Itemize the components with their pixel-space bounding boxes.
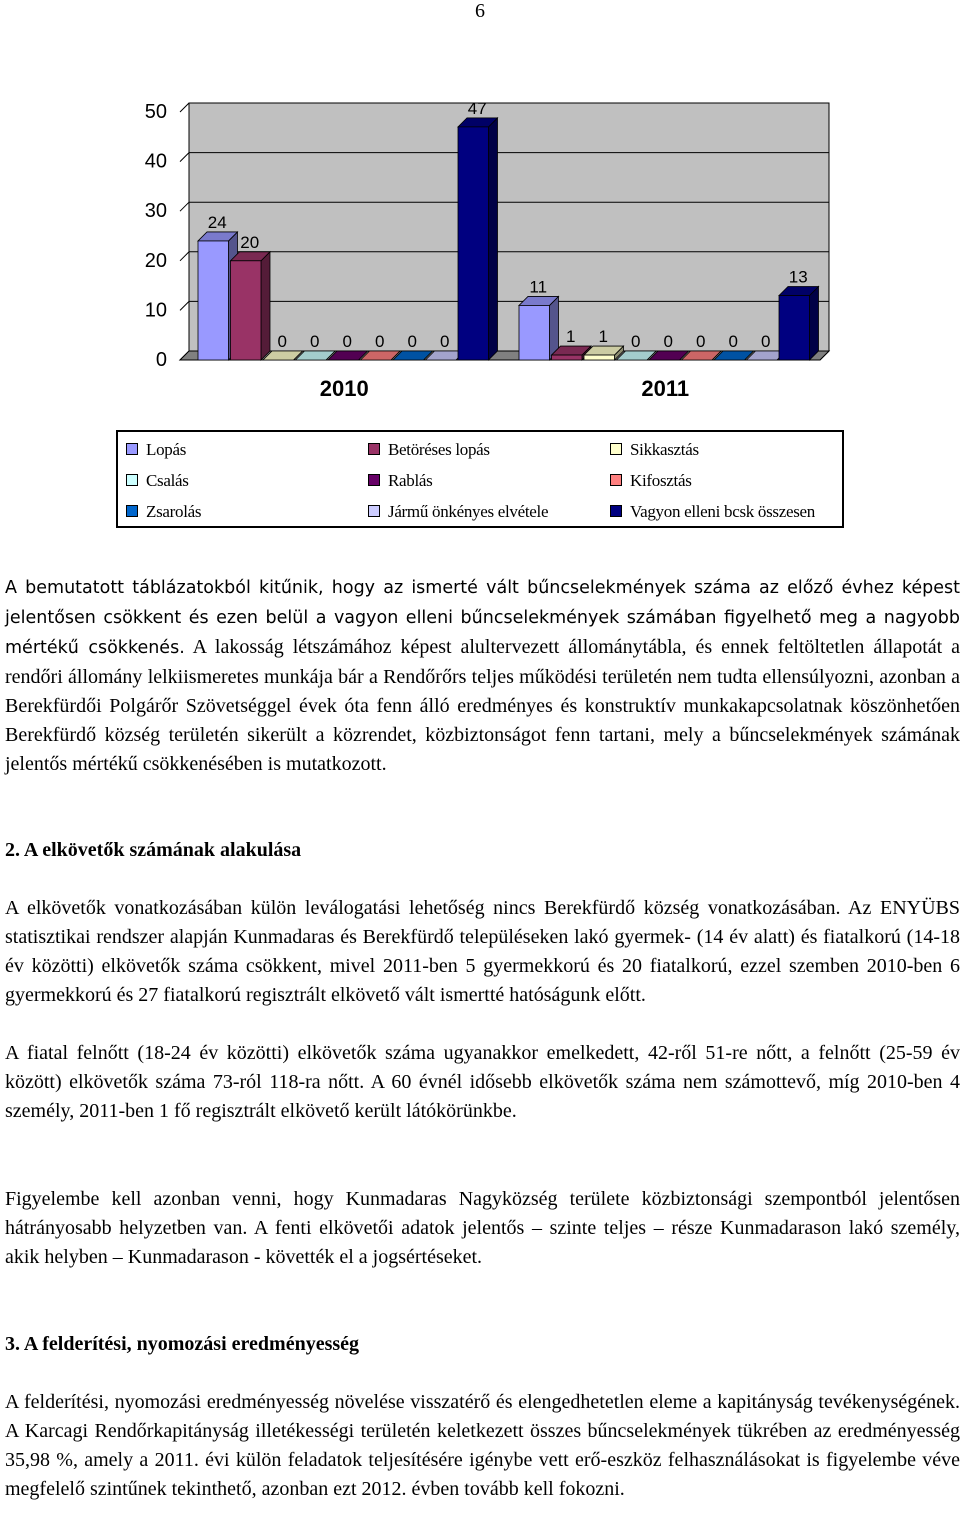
y-tick-label: 40 bbox=[144, 150, 167, 173]
data-label: 0 bbox=[342, 332, 352, 351]
bar bbox=[231, 252, 271, 360]
legend-label: Kifosztás bbox=[630, 471, 692, 490]
legend-label: Betöréses lopás bbox=[388, 440, 490, 459]
bar-face bbox=[584, 355, 615, 360]
data-label: 11 bbox=[529, 277, 548, 297]
x-category-label: 2010 bbox=[319, 376, 369, 401]
y-tick-label: 30 bbox=[144, 200, 167, 223]
data-label: 24 bbox=[207, 212, 227, 232]
legend-swatch bbox=[610, 505, 622, 517]
data-label: 0 bbox=[407, 332, 417, 351]
bar-face bbox=[810, 287, 819, 360]
page-number: 6 bbox=[475, 0, 485, 22]
bar-face bbox=[552, 355, 583, 360]
legend-swatch bbox=[368, 474, 380, 486]
bar bbox=[519, 296, 559, 360]
data-label: 0 bbox=[440, 332, 450, 351]
legend-swatch bbox=[126, 474, 138, 486]
legend-item bbox=[126, 502, 201, 522]
legend-label: Sikkasztás bbox=[630, 440, 699, 459]
y-tick-label: 50 bbox=[144, 101, 167, 123]
paragraph-summary-rest: A lakosság létszámához képest alultervezett állománytábla, és ennek feltöltetlen állapotát a rendőri állomány lelkiismeretes munkája bár a Rendőrőrs teljes működési területén nem tudta ellensúlyozni, azonban a Berekfürdői Polgárőr Szövetséggel évek óta fenn álló eredményes és konstruktív munkakapcsolatnak köszönhetően Berekfürdő község területén sikerült a közrendet, közbiztonságot fenn tartani, mely a bűncselekmények számának jelentős mértékű csökkenésében is mutatkozott. bbox=[5, 636, 960, 775]
data-label: 20 bbox=[240, 232, 260, 252]
y-tick-label: 10 bbox=[144, 299, 167, 322]
paragraph-summary bbox=[5, 573, 960, 779]
bar bbox=[458, 118, 498, 360]
legend-item bbox=[610, 471, 692, 491]
legend-swatch bbox=[610, 443, 622, 455]
data-label: 0 bbox=[728, 332, 738, 351]
legend-swatch bbox=[368, 443, 380, 455]
section-heading-2: 2. A elkövetők számának alakulása bbox=[5, 839, 302, 861]
data-label: 1 bbox=[598, 327, 608, 347]
legend-swatch bbox=[126, 443, 138, 455]
bar bbox=[779, 287, 819, 360]
y-tick-label: 20 bbox=[144, 249, 167, 272]
paragraph-summary-lead: A bemutatott táblázatokból kitűnik, hogy az ismerté vált bűncselekmények száma az előző évhez képest jelentősen csökkent és ezen belül a vagyon elleni bűncselekmények számában figyelhető meg a nagyobb mértékű csökkenés. bbox=[5, 578, 960, 658]
bar-face bbox=[261, 252, 270, 360]
legend-item bbox=[126, 440, 186, 460]
bar-face bbox=[458, 127, 489, 360]
data-label: 13 bbox=[788, 267, 808, 287]
x-category-label: 2011 bbox=[641, 376, 690, 401]
bar-face bbox=[198, 241, 229, 360]
legend-item bbox=[368, 502, 548, 522]
bar-face bbox=[489, 118, 498, 360]
plot-area bbox=[180, 103, 829, 360]
data-label: 47 bbox=[467, 98, 487, 118]
paragraph-detection: A felderítési, nyomozási eredményesség növelése visszatérő és elengedhetetlen eleme a kapitányság tevékenységének. A Karcagi Rendőrkapitányság illetékességi területén keletkezett összes bűncselekmények tükrében az eredményesség 35,98 %, amely a 2011. évi külön feladatok teljesítésére igénybe vett erő-eszköz felhasználásokat is figyelembe véve megfelelő szintűnek tekinthető, azonban ezt 2012. évben tovább kell fokozni. bbox=[5, 1391, 960, 1500]
legend-item bbox=[368, 440, 490, 460]
legend-item bbox=[126, 471, 189, 491]
data-label: 0 bbox=[310, 332, 320, 351]
data-label: 0 bbox=[663, 332, 673, 351]
legend-item bbox=[610, 502, 815, 522]
bar-face bbox=[231, 261, 262, 360]
legend-label: Vagyon elleni bcsk összesen bbox=[630, 502, 815, 521]
legend-swatch bbox=[368, 505, 380, 517]
paragraph-offenders: A elkövetők vonatkozásában külön leválogatási lehetőség nincs Berekfürdő község vonatkozásában. Az ENYÜBS statisztikai rendszer alapján Kunmadaras és Berekfürdő településeken lakó gyermek- (14 év alatt) és fiatalkorú (14-18 év közötti) elkövetők száma csökkent, mivel 2011-ben 5 gyermekkorú és 20 fiatalkorú, ezzel szemben 2010-ben 6 gyermekkorú és 27 fiatalkorú regisztrált elkövető vált ismertté hatóságunk előtt. bbox=[5, 897, 960, 1006]
legend-swatch bbox=[610, 474, 622, 486]
bar-face bbox=[519, 305, 550, 360]
paragraph-kunmadaras: Figyelembe kell azonban venni, hogy Kunmadaras Nagyközség területe közbiztonsági szempontból jelentősen hátrányosabb helyzetben van. A fenti elkövetői adatok jelentős – szinte teljes – része Kunmadarason lakó személy, akik helyben – Kunmadarason - követték el a jogsértéseket. bbox=[5, 1188, 960, 1268]
data-label: 0 bbox=[375, 332, 385, 351]
data-label: 1 bbox=[566, 327, 576, 347]
bar-chart bbox=[0, 95, 960, 405]
data-label: 0 bbox=[631, 332, 641, 351]
legend-label: Lopás bbox=[146, 440, 187, 459]
bar-face bbox=[779, 296, 810, 360]
legend-label: Zsarolás bbox=[146, 502, 202, 521]
y-tick-label: 0 bbox=[155, 349, 167, 371]
legend-label: Rablás bbox=[388, 471, 433, 490]
chart-legend bbox=[116, 430, 844, 528]
paragraph-adult-offenders: A fiatal felnőtt (18-24 év közötti) elkövetők száma ugyanakkor emelkedett, 42-ről 51-re nőtt, a felnőtt (25-59 év között) elkövetők száma 73-ról 118-ra nőtt. A 60 évnél idősebb elkövetők száma nem számottevő, míg 2010-ben 4 személy, 2011-ben 1 fő regisztrált elkövető került látókörünkbe. bbox=[5, 1042, 960, 1122]
legend-label: Jármű önkényes elvétele bbox=[388, 502, 549, 521]
data-label: 0 bbox=[761, 332, 771, 351]
legend-swatch bbox=[126, 505, 138, 517]
legend-item bbox=[610, 440, 699, 460]
data-label: 0 bbox=[696, 332, 706, 351]
legend-item bbox=[368, 471, 432, 491]
section-heading-3: 3. A felderítési, nyomozási eredményesség bbox=[5, 1333, 360, 1355]
data-label: 0 bbox=[277, 332, 287, 351]
legend-label: Csalás bbox=[146, 471, 189, 490]
